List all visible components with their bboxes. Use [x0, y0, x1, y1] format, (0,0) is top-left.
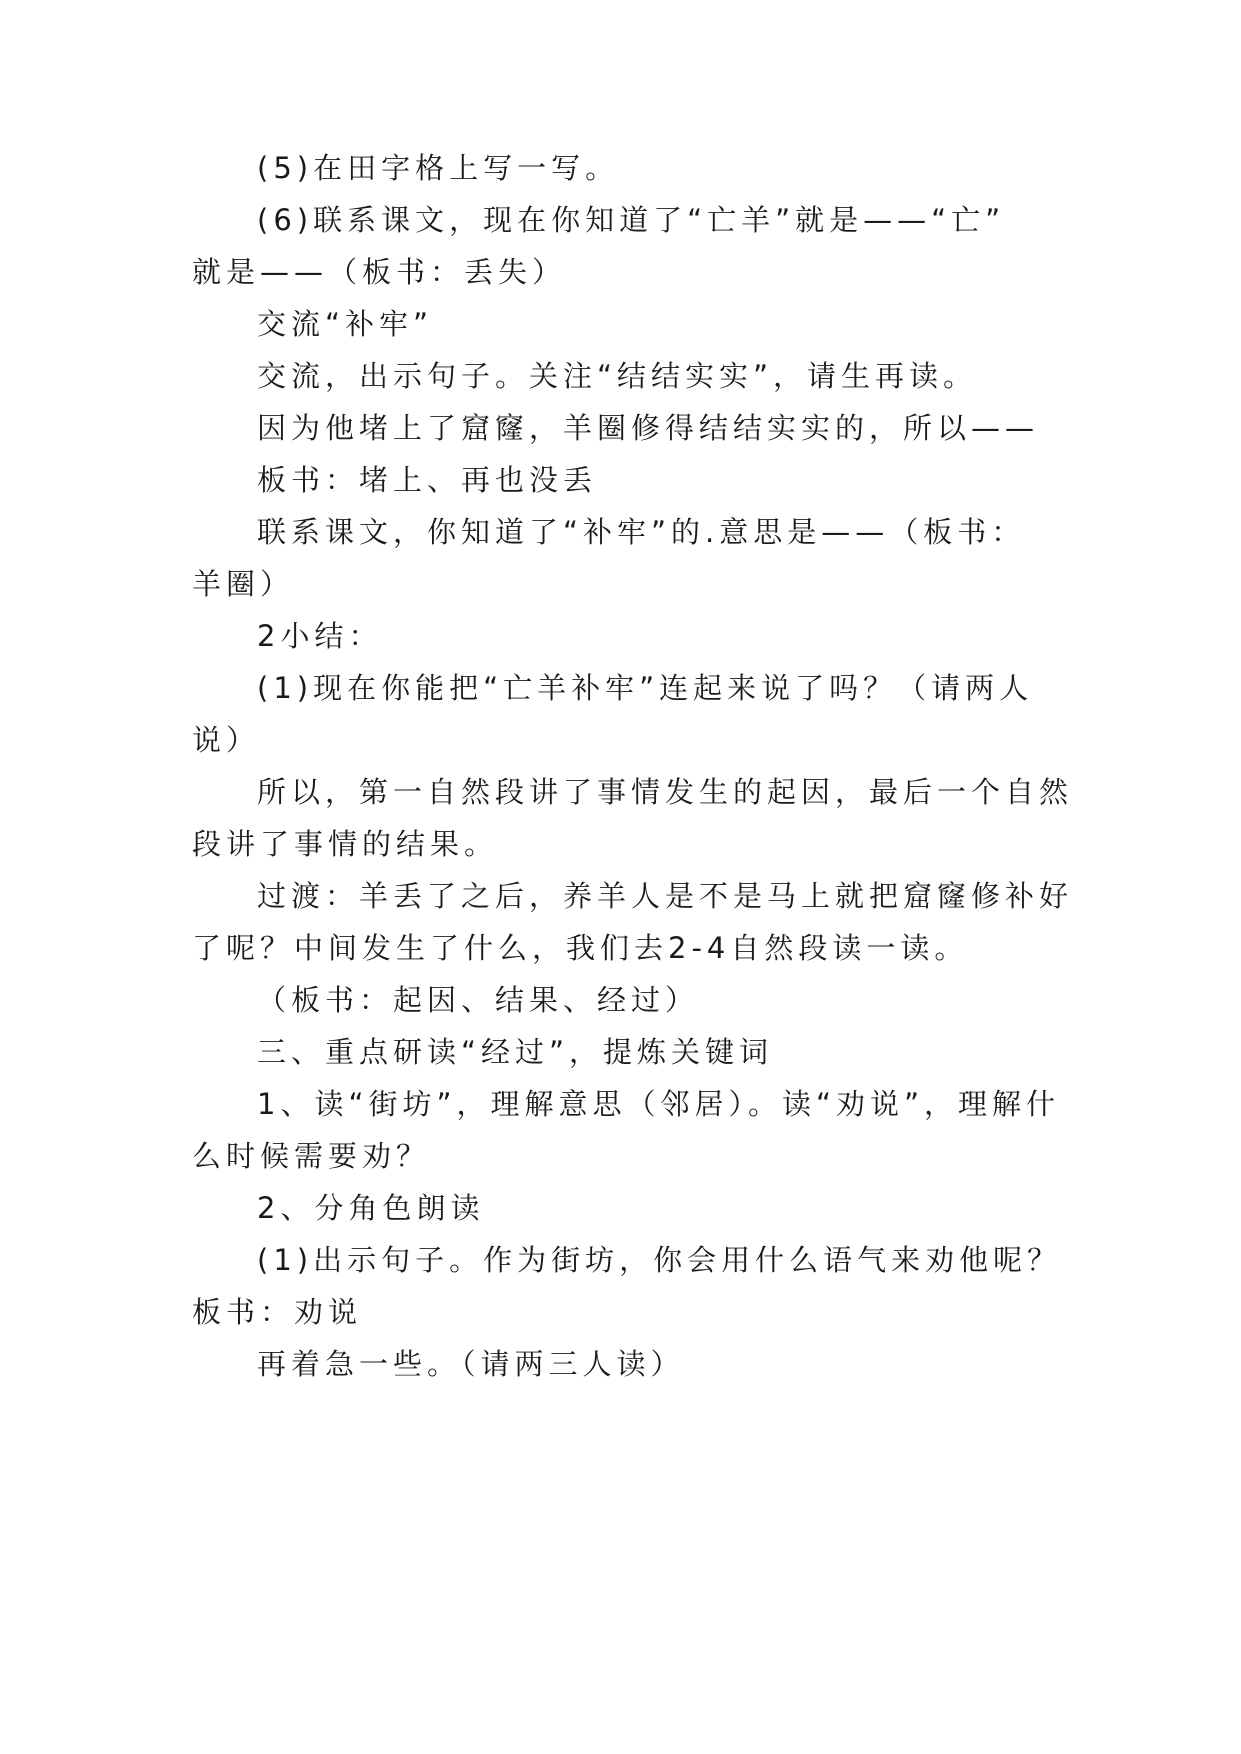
text-line: 交流“补牢” [257, 307, 434, 341]
text-line: 三、重点研读“经过”，提炼关键词 [257, 1035, 774, 1069]
text-line: 2小结： [257, 619, 383, 653]
text-line: 联系课文，你知道了“补牢”的.意思是——（板书： [257, 515, 1026, 549]
text-line: 了呢？中间发生了什么，我们去2-4自然段读一读。 [192, 931, 969, 965]
text-line: 过渡：羊丢了之后，养羊人是不是马上就把窟窿修补好 [257, 879, 1074, 913]
text-line: (5)在田字格上写一写。 [257, 151, 620, 185]
text-line: 再着急一些。（请两三人读） [257, 1347, 685, 1381]
text-line: 么时候需要劝？ [192, 1139, 431, 1173]
text-line: 板书：劝说 [192, 1295, 363, 1329]
text-line: (6)联系课文，现在你知道了“亡羊”就是——“亡” [257, 203, 1006, 237]
text-line: （板书：起因、结果、经过） [257, 983, 700, 1017]
text-line: 1、读“街坊”，理解意思（邻居）。读“劝说”，理解什 [257, 1087, 1061, 1121]
text-line: (1)出示句子。作为街坊，你会用什么语气来劝他呢？ [257, 1243, 1062, 1277]
text-line: 交流，出示句子。关注“结结实实”，请生再读。 [257, 359, 978, 393]
text-line: (1)现在你能把“亡羊补牢”连起来说了吗？（请两人 [257, 671, 1034, 705]
text-line: 羊圈） [192, 567, 295, 601]
text-line: 2、分角色朗读 [257, 1191, 485, 1225]
text-line: 就是——（板书：丢失） [192, 255, 567, 289]
text-line: 板书：堵上、再也没丢 [257, 463, 598, 497]
text-line: 因为他堵上了窟窿，羊圈修得结结实实的，所以—— [257, 411, 1040, 445]
text-line: 说） [192, 723, 261, 757]
text-line: 所以，第一自然段讲了事情发生的起因，最后一个自然 [257, 775, 1074, 809]
text-line: 段讲了事情的结果。 [192, 827, 499, 861]
